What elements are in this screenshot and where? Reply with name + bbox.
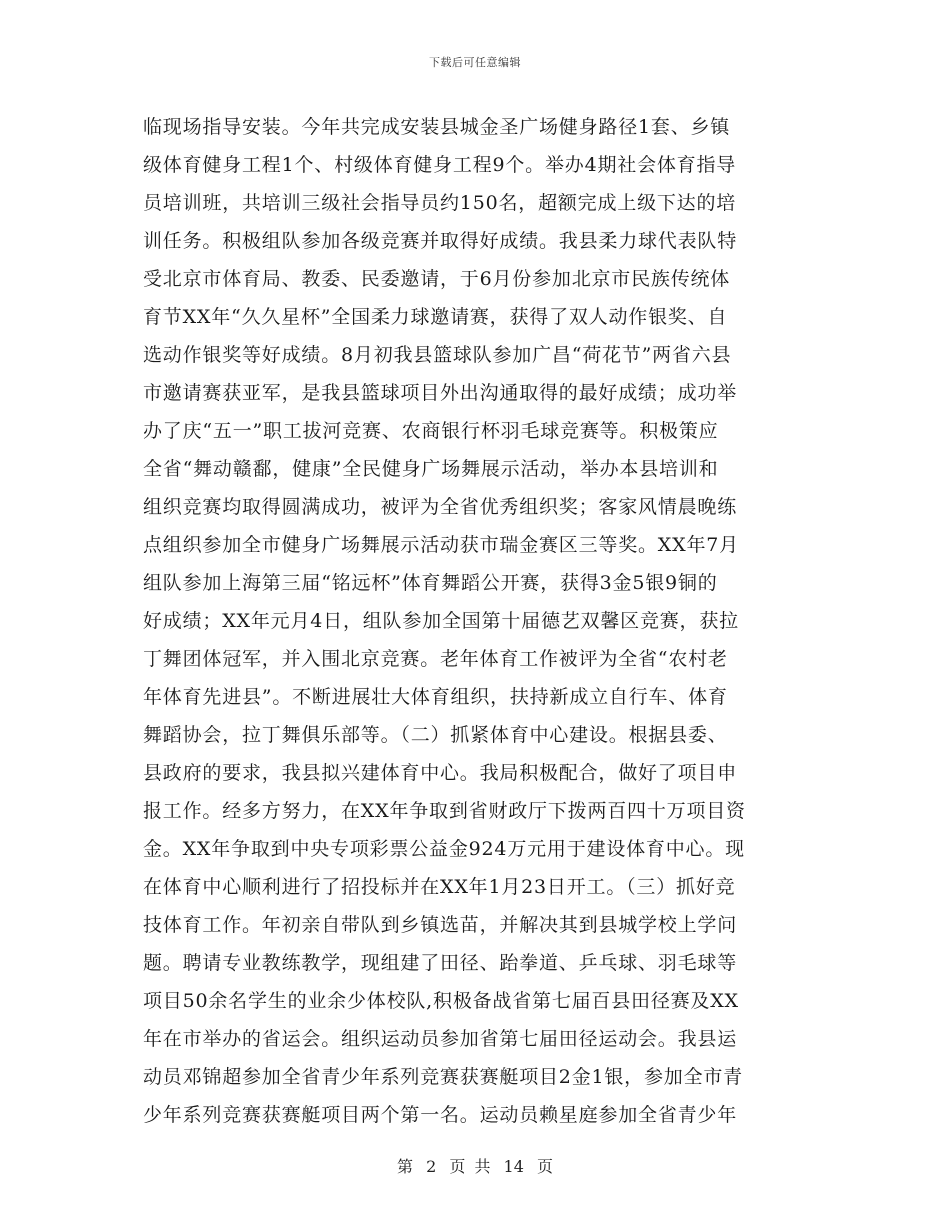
text-line-18: 县政府的要求，我县拟兴建体育中心。我局积极配合，做好了项目申 — [143, 762, 738, 784]
text-line-26: 动员邓锦超参加全省青少年系列竞赛获赛艇项目2金1银，参加全市青 — [143, 1066, 743, 1088]
text-line-14: 好成绩；XX年元月4日，组队参加全国第十届德艺双馨区竞赛，获拉 — [143, 610, 739, 632]
body-text — [143, 108, 807, 1134]
text-line-17: 舞蹈协会，拉丁舞俱乐部等。（二）抓紧体育中心建设。根据县委、 — [143, 724, 728, 746]
text-line-10: 全省“舞动赣鄱，健康”全民健身广场舞展示活动，举办本县培训和 — [143, 458, 719, 480]
text-line-9: 办了庆“五一”职工拔河竞赛、农商银行杯羽毛球竞赛等。积极策应 — [143, 420, 719, 442]
text-line-23: 题。聘请专业教练教学，现组建了田径、跆拳道、乒乓球、羽毛球等 — [143, 952, 738, 974]
text-line-7: 选动作银奖等好成绩。8月初我县篮球队参加广昌“荷花节”两省六县 — [143, 344, 732, 366]
text-line-19: 报工作。经多方努力，在XX年争取到省财政厅下拨两百四十万项目资 — [143, 800, 746, 822]
text-line-4: 训任务。积极组队参加各级竞赛并取得好成绩。我县柔力球代表队特 — [143, 230, 738, 252]
page-label-prefix: 第 — [396, 1157, 413, 1176]
page-number: 2 — [426, 1157, 437, 1176]
page-label-middle: 页 共 — [449, 1157, 491, 1176]
text-line-20: 金。XX年争取到中央专项彩票公益金924万元用于建设体育中心。现 — [143, 838, 745, 860]
text-line-11: 组织竞赛均取得圆满成功，被评为全省优秀组织奖；客家风情晨晚练 — [143, 496, 738, 518]
total-pages: 14 — [503, 1157, 524, 1176]
text-line-1: 临现场指导安装。今年共完成安装县城金圣广场健身路径1套、乡镇 — [143, 116, 731, 138]
text-line-16: 年体育先进县”。不断进展壮大体育组织，扶持新成立自行车、体育 — [143, 686, 728, 708]
text-line-13: 组队参加上海第三届“铭远杯”体育舞蹈公开赛，获得3金5银9铜的 — [143, 572, 718, 594]
text-line-22: 技体育工作。年初亲自带队到乡镇选苗，并解决其到县城学校上学问 — [143, 914, 738, 936]
text-line-15: 丁舞团体冠军，并入围北京竞赛。老年体育工作被评为全省“农村老 — [143, 648, 728, 670]
text-line-6: 育节XX年“久久星杯”全国柔力球邀请赛，获得了双人动作银奖、自 — [143, 306, 728, 328]
text-line-8: 市邀请赛获亚军，是我县篮球项目外出沟通取得的最好成绩；成功举 — [143, 382, 738, 404]
text-line-21: 在体育中心顺利进行了招投标并在XX年1月23日开工。（三）抓好竞 — [143, 876, 736, 898]
text-line-3: 员培训班，共培训三级社会指导员约150名，超额完成上级下达的培 — [143, 192, 737, 214]
text-line-2: 级体育健身工程1个、村级体育健身工程9个。举办4期社会体育指导 — [143, 154, 737, 176]
page-header-note: 下载后可任意编辑 — [429, 56, 521, 69]
text-line-24: 项目50余名学生的业余少体校队,积极备战省第七届百县田径赛及XX — [143, 990, 739, 1012]
page-label-suffix: 页 — [537, 1157, 554, 1176]
text-line-27: 少年系列竞赛获赛艇项目两个第一名。运动员赖星庭参加全省青少年 — [143, 1104, 738, 1126]
page-footer — [0, 1154, 950, 1177]
text-line-12: 点组织参加全市健身广场舞展示活动获市瑞金赛区三等奖。XX年7月 — [143, 534, 739, 556]
text-line-5: 受北京市体育局、教委、民委邀请，于6月份参加北京市民族传统体 — [143, 268, 731, 290]
text-line-25: 年在市举办的省运会。组织运动员参加省第七届田径运动会。我县运 — [143, 1028, 738, 1050]
